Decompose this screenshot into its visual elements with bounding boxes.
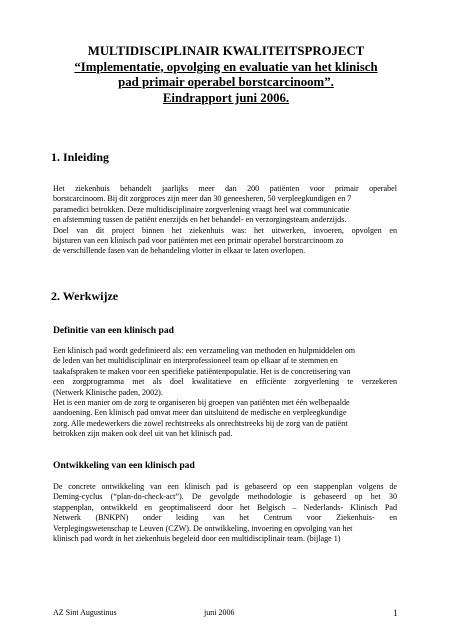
- text-line: Een klinisch pad wordt gedefinieerd als: een verzameling van methoden en hulpmiddelen om: [53, 346, 356, 355]
- title-line-3: pad primair operabel borstcarcinoom”.: [118, 75, 334, 90]
- title-line-4: Eindrapport juni 2006.: [162, 90, 290, 105]
- title-line-2: “Implementatie, opvolging en evaluatie van het klinisch: [74, 59, 378, 74]
- text-line: en afstemming tussen de patiënt enerzijds en het behandel- en verzorgingsteam anderzijds.: [53, 215, 347, 225]
- title-line-1: MULTIDISCIPLINAIR KWALITEITSPROJECT: [87, 44, 365, 58]
- text-line: Verplegingswetenschap te Leuven (CZW). De ontwikkeling, invoering en opvolging van het: [53, 523, 353, 533]
- text-line: Doel van dit project binnen het ziekenhuis was: het uitwerken, invoeren, opvolgen en: [53, 225, 397, 235]
- text-line: betrokken zijn maken ook deel uit van het klinisch pad.: [53, 429, 233, 439]
- text-line: een zorgprogramma met als doel kwalitatieve en efficiënte zorgverlening te verzekeren: [53, 377, 397, 387]
- text-line: de verschillende fasen van de behandeling vlotter in elkaar te laten overlopen.: [53, 246, 306, 256]
- text-line: zorg. Alle medewerkers die zowel rechtstreeks als onrechtstreeks bij de zorg van de patiënt: [53, 418, 348, 428]
- subsection-development-heading: Ontwikkeling van een klinisch pad: [53, 460, 195, 471]
- footer-date: juni 2006: [204, 608, 235, 617]
- text-line: Het is een manier om de zorg te organiseren bij groepen van patiënten met één welbepaalde: [53, 398, 350, 408]
- development-paragraph: [53, 482, 397, 544]
- document-title: [60, 44, 392, 106]
- page-number: 1: [393, 608, 398, 618]
- text-line: borstcarcinoom. Bij dit zorgproces zijn meer dan 30 geneesheren, 50 verpleegkundigen en 7: [53, 194, 352, 204]
- text-line: Deming-cyclus (“plan-do-check-act”). De gevolgde methodologie is gebaseerd op het 30: [53, 492, 397, 502]
- text-line: Het ziekenhuis behandelt jaarlijks meer dan 200 patiënten voor primair operabel: [53, 184, 397, 193]
- text-line: taakafspraken te maken voor een specifieke patiëntenpopulatie. Het is de concretisering van: [53, 366, 351, 376]
- subsection-definition-heading: Definitie van een klinisch pad: [53, 325, 175, 336]
- text-line: (Netwerk Klinische paden, 2002).: [53, 387, 163, 397]
- text-line: Netwerk (BNKPN) onder leiding van het Centrum voor Ziekenhuis- en: [53, 513, 397, 523]
- section-1-heading: 1. Inleiding: [51, 150, 110, 164]
- text-line: aandoening. Een klinisch pad omvat meer dan uitsluitend de medische en verpleegkundige: [53, 408, 347, 418]
- section-2-heading: 2. Werkwijze: [51, 289, 119, 303]
- text-line: de leden van het multidisciplinair en interprofessioneel team op elkaar af te stemmen en: [53, 356, 338, 366]
- footer-organization: AZ Sint Augustinus: [53, 608, 117, 617]
- text-line: klinisch pad wordt in het ziekenhuis begeleid door een multidisciplinair team. (bijlage 1): [53, 534, 341, 544]
- text-line: De concrete ontwikkeling van een klinisch pad is gebaseerd op een stappenplan volgens de: [53, 482, 397, 491]
- text-line: paramedici betrokken. Deze multidisciplinaire zorgverlening vraagt heel wat communicatie: [53, 204, 350, 214]
- text-line: stappenplan, ontwikkeld en geoptimaliseerd door het Belgisch – Nederlands- Klinisch Pad: [53, 502, 397, 512]
- definition-paragraph: [53, 346, 397, 440]
- section-1-paragraph: [53, 184, 397, 257]
- text-line: bijsturen van een klinisch pad voor patiënten met een primair operabel borstcarcinoom zo: [53, 236, 344, 246]
